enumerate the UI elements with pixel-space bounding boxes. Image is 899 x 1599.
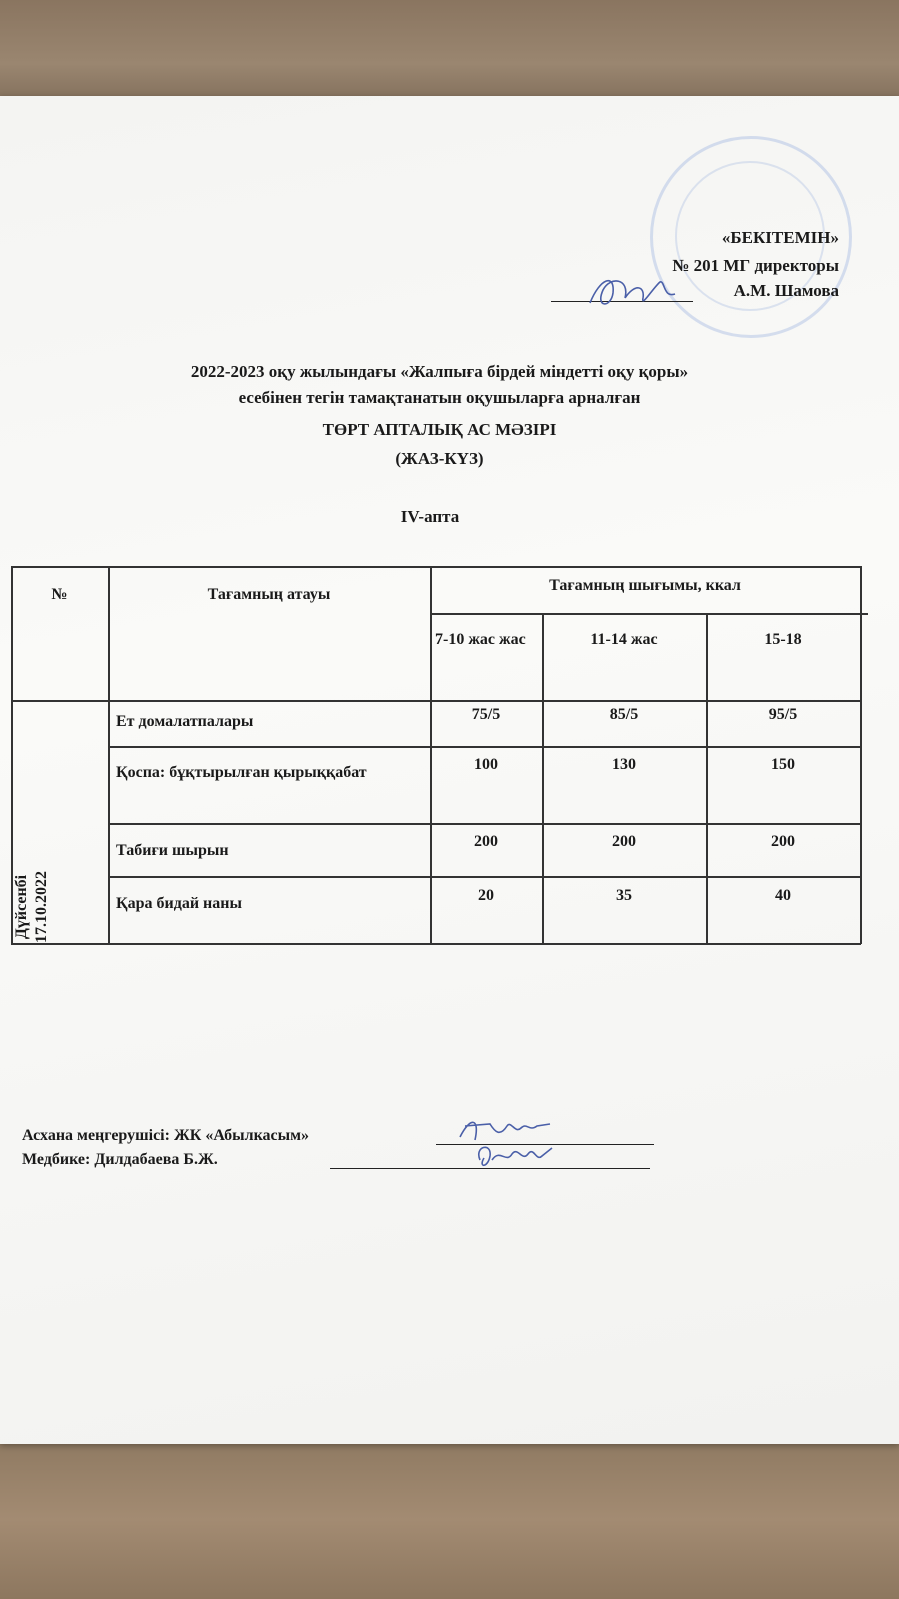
yield-15-18: 95/5 xyxy=(768,706,798,723)
heading-line-3: ТӨРТ АПТАЛЫҚ АС МӘЗІРІ xyxy=(322,420,557,439)
day-name: Дүйсенбі xyxy=(13,874,30,940)
dish-name: Ет домалатпалары xyxy=(116,713,254,730)
yield-11-14: 35 xyxy=(616,887,632,904)
dish-name: Қоспа: бұқтырылған қырыққабат xyxy=(116,764,367,781)
yield-7-10: 75/5 xyxy=(471,706,501,723)
floor-background xyxy=(0,1440,899,1599)
dish-name: Қара бидай наны xyxy=(116,895,242,912)
approval-title: «БЕКІТЕМІН» xyxy=(721,228,839,247)
yield-11-14: 85/5 xyxy=(609,706,639,723)
day-date: 17.10.2022 xyxy=(33,871,50,943)
week-label: IV-апта xyxy=(400,507,460,526)
header-yield: Тағамның шығымы, ккал xyxy=(549,577,741,594)
header-age-11-14: 11-14 жас xyxy=(590,631,658,648)
header-age-7-10: 7-10 жас жас xyxy=(435,631,526,648)
yield-7-10: 100 xyxy=(474,756,498,773)
yield-15-18: 40 xyxy=(775,887,791,904)
director-signature xyxy=(585,268,685,318)
nurse-signature xyxy=(470,1138,560,1174)
heading-line-4: (ЖАЗ-КҮЗ) xyxy=(395,449,484,468)
header-number: № xyxy=(51,586,68,603)
yield-7-10: 20 xyxy=(478,887,494,904)
nurse-line: Медбике: Дилдабаева Б.Ж. xyxy=(22,1151,218,1168)
heading-line-2: есебінен тегін тамақтанатын оқушыларға арналған xyxy=(238,388,641,407)
day-date-cell xyxy=(12,822,72,992)
yield-7-10: 200 xyxy=(474,833,498,850)
yield-15-18: 150 xyxy=(771,756,795,773)
dish-name: Табиғи шырын xyxy=(116,842,229,859)
yield-11-14: 200 xyxy=(612,833,636,850)
header-dish-name: Тағамның атауы xyxy=(207,586,331,603)
header-age-15-18: 15-18 xyxy=(764,631,802,648)
approval-name: А.М. Шамова xyxy=(733,281,839,300)
yield-11-14: 130 xyxy=(612,756,636,773)
yield-15-18: 200 xyxy=(771,833,795,850)
approval-position: № 201 МГ директоры xyxy=(672,256,839,275)
heading-line-1: 2022-2023 оқу жылындағы «Жалпыға бірдей міндетті оқу қоры» xyxy=(190,362,689,381)
cook-manager-line: Асхана меңгерушісі: ЖК «Абылкасым» xyxy=(22,1127,310,1144)
